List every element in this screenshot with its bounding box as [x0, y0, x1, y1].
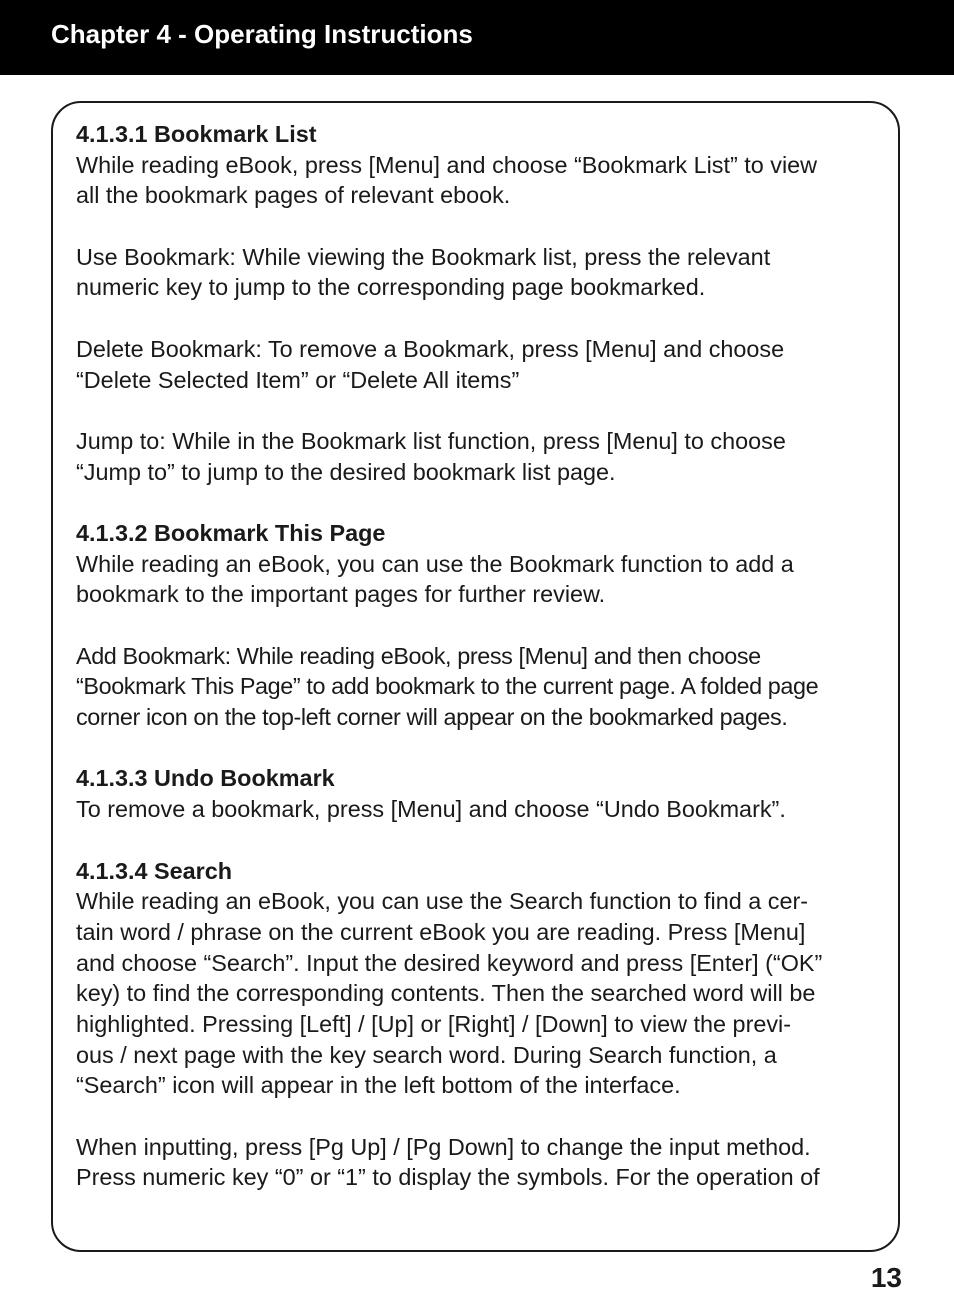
- paragraph-gap: [76, 303, 886, 334]
- paragraph-line: highlighted. Pressing [Left] / [Up] or [Right] / [Down] to view the previ-: [76, 1010, 792, 1037]
- paragraph-line: ous / next page with the key search word. During Search function, a: [76, 1041, 777, 1068]
- manual-content: [76, 119, 886, 1193]
- paragraph-line: Delete Bookmark: To remove a Bookmark, press [Menu] and choose: [76, 335, 785, 362]
- paragraph-line: key) to find the corresponding contents. Then the searched word will be: [76, 980, 816, 1007]
- paragraph-line: “Search” icon will appear in the left bottom of the interface.: [76, 1072, 681, 1099]
- paragraph-line: all the bookmark pages of relevant ebook.: [76, 182, 511, 209]
- paragraph-line: When inputting, press [Pg Up] / [Pg Down] to change the input method.: [76, 1133, 811, 1160]
- paragraph-line: tain word / phrase on the current eBook you are reading. Press [Menu]: [76, 918, 806, 945]
- chapter-header-bar: [0, 0, 954, 75]
- paragraph-gap: [76, 487, 886, 518]
- chapter-title: Chapter 4 - Operating Instructions: [51, 19, 473, 49]
- section-heading-undo-bookmark: 4.1.3.3 Undo Bookmark: [76, 765, 335, 792]
- paragraph-gap: [76, 395, 886, 426]
- paragraph-line: While reading an eBook, you can use the Search function to find a cer-: [76, 888, 809, 915]
- paragraph-gap: [76, 733, 886, 764]
- paragraph-gap: [76, 610, 886, 641]
- paragraph-line: numeric key to jump to the corresponding page bookmarked.: [76, 274, 706, 301]
- paragraph-line: Use Bookmark: While viewing the Bookmark list, press the relevant: [76, 243, 771, 270]
- paragraph-gap: [76, 825, 886, 856]
- paragraph-gap: [76, 1101, 886, 1132]
- paragraph-line: While reading eBook, press [Menu] and choose “Bookmark List” to view: [76, 151, 818, 178]
- paragraph-line: bookmark to the important pages for further review.: [76, 581, 606, 608]
- paragraph-line: “Jump to” to jump to the desired bookmark list page.: [76, 458, 616, 485]
- paragraph-line: Jump to: While in the Bookmark list function, press [Menu] to choose: [76, 427, 786, 454]
- paragraph-gap: [76, 211, 886, 242]
- page-number: 13: [870, 1262, 902, 1293]
- section-heading-bookmark-list: 4.1.3.1 Bookmark List: [76, 121, 317, 147]
- paragraph-line: While reading an eBook, you can use the Bookmark function to add a: [76, 550, 794, 577]
- paragraph-line: Press numeric key “0” or “1” to display the symbols. For the operation of: [76, 1164, 820, 1191]
- paragraph-line: Add Bookmark: While reading eBook, press [Menu] and then choose: [76, 642, 761, 669]
- paragraph-line: and choose “Search”. Input the desired keyword and press [Enter] (“OK”: [76, 949, 823, 976]
- section-heading-bookmark-this-page: 4.1.3.2 Bookmark This Page: [76, 519, 386, 546]
- paragraph-line: To remove a bookmark, press [Menu] and choose “Undo Bookmark”.: [76, 796, 786, 823]
- section-heading-search: 4.1.3.4 Search: [76, 857, 233, 884]
- paragraph-line: “Bookmark This Page” to add bookmark to the current page. A folded page: [76, 673, 819, 700]
- paragraph-line: “Delete Selected Item” or “Delete All items”: [76, 366, 520, 393]
- paragraph-line: corner icon on the top-left corner will appear on the bookmarked pages.: [76, 704, 788, 731]
